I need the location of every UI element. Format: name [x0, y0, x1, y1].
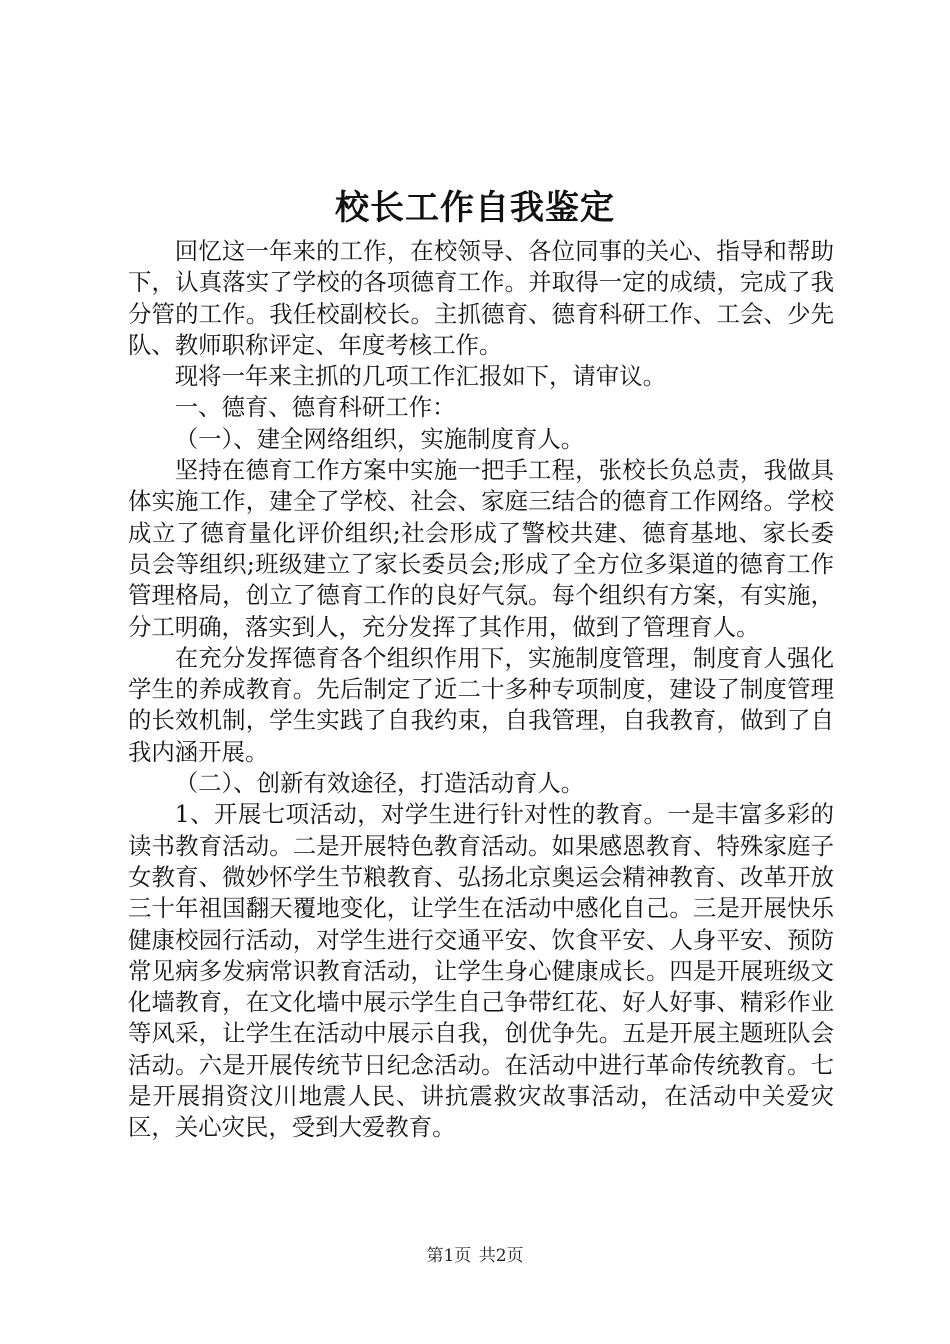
page-number: 第1页 [426, 1246, 472, 1266]
document-body [128, 236, 834, 1144]
paragraph-network: 坚持在德育工作方案中实施一把手工程，张校长负总责，我做具体实施工作，建全了学校、社会、家庭三结合的德育工作网络。学校成立了德育量化评价组织;社会形成了警校共建、德育基地、家长委员会等组织;班级建立了家长委员会;形成了全方位多渠道的德育工作管理格局，创立了德育工作的良好气氛。每个组织有方案，有实施，分工明确，落实到人，充分发挥了其作用，做到了管理育人。 [128, 456, 834, 641]
subsection-heading-activities: （二）、创新有效途径，打造活动育人。 [174, 769, 585, 798]
document-title: 校长工作自我鉴定 [335, 188, 615, 228]
section-heading-moral-education: 一、德育、德育科研工作： [174, 393, 456, 422]
page-footer [0, 1244, 950, 1268]
paragraph-system-management: 在充分发挥德育各个组织作用下，实施制度管理，制度育人强化学生的养成教育。先后制定了近二十多种专项制度，建设了制度管理的长效机制，学生实践了自我约束，自我管理，自我教育，做到了自我内涵开展。 [128, 643, 834, 766]
paragraph-report-intro: 现将一年来主抓的几项工作汇报如下，请审议。 [174, 362, 666, 391]
page-total: 共2页 [478, 1246, 524, 1266]
subsection-heading-network: （一）、建全网络组织，实施制度育人。 [174, 424, 585, 453]
paragraph-intro: 回忆这一年来的工作，在校领导、各位同事的关心、指导和帮助下，认真落实了学校的各项德育工作。并取得一定的成绩，完成了我分管的工作。我任校副校长。主抓德育、德育科研工作、工会、少先队、教师职称评定、年度考核工作。 [128, 237, 834, 359]
paragraph-seven-activities: 1、开展七项活动，对学生进行针对性的教育。一是丰富多彩的读书教育活动。二是开展特色教育活动。如果感恩教育、特殊家庭子女教育、微妙怀学生节粮教育、弘扬北京奥运会精神教育、改革开放三十年祖国翻天覆地变化，让学生在活动中感化自己。三是开展快乐健康校园行活动，对学生进行交通平安、饮食平安、人身平安、预防常见病多发病常识教育活动，让学生身心健康成长。四是开展班级文化墙教育，在文化墙中展示学生自己争带红花、好人好事、精彩作业等风采，让学生在活动中展示自我，创优争先。五是开展主题班队会活动。六是开展传统节日纪念活动。在活动中进行革命传统教育。七是开展捐资汶川地震人民、讲抗震救灾故事活动，在活动中关爱灾区，关心灾民，受到大爱教育。 [128, 800, 834, 1142]
